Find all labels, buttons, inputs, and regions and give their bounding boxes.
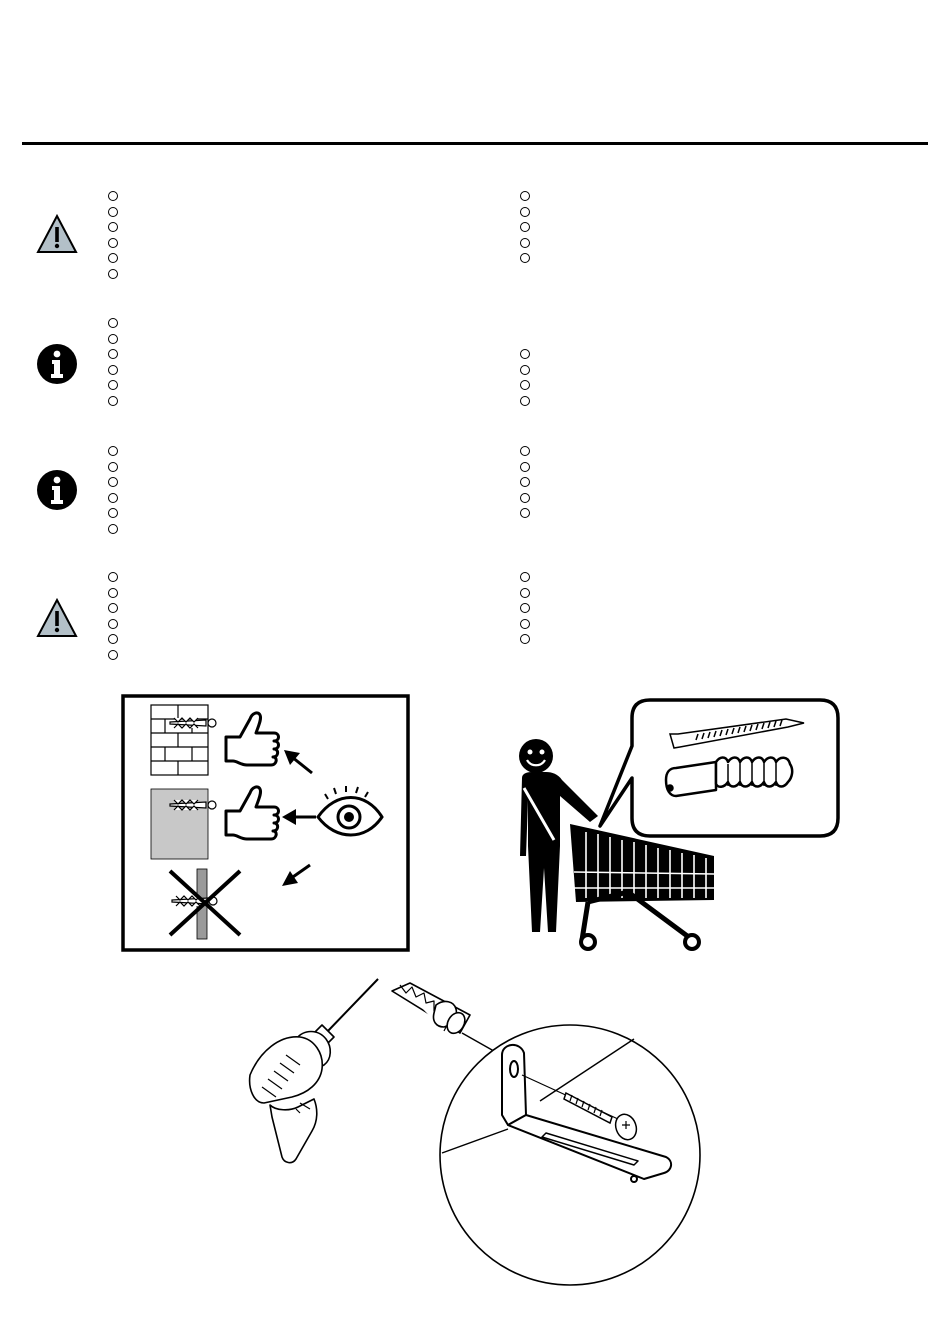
section-1-left-bullets: [108, 191, 118, 284]
section-4-right-bullets: [520, 572, 530, 650]
warning-triangle-icon: [36, 214, 78, 254]
wall-type-panel: [120, 693, 412, 955]
header-rule: [22, 142, 928, 145]
info-icon: [36, 469, 78, 511]
section-4-left-bullets: [108, 572, 118, 665]
section-2-left-bullets: [108, 318, 118, 411]
drill-mount-illustration: [240, 975, 710, 1290]
wall-plug-icon: [392, 983, 470, 1037]
section-3-left-bullets: [108, 446, 118, 539]
shopping-illustration: [510, 692, 840, 954]
brick-wall-icon: [151, 705, 208, 775]
section-2-right-bullets: [520, 349, 530, 411]
drill-icon: [250, 979, 378, 1163]
wall-plug-icon: [170, 718, 216, 728]
info-icon: [36, 343, 78, 385]
section-1-right-bullets: [520, 191, 530, 269]
shopping-cart-icon: [570, 824, 714, 949]
warning-triangle-icon: [36, 598, 78, 638]
section-3-right-bullets: [520, 446, 530, 524]
